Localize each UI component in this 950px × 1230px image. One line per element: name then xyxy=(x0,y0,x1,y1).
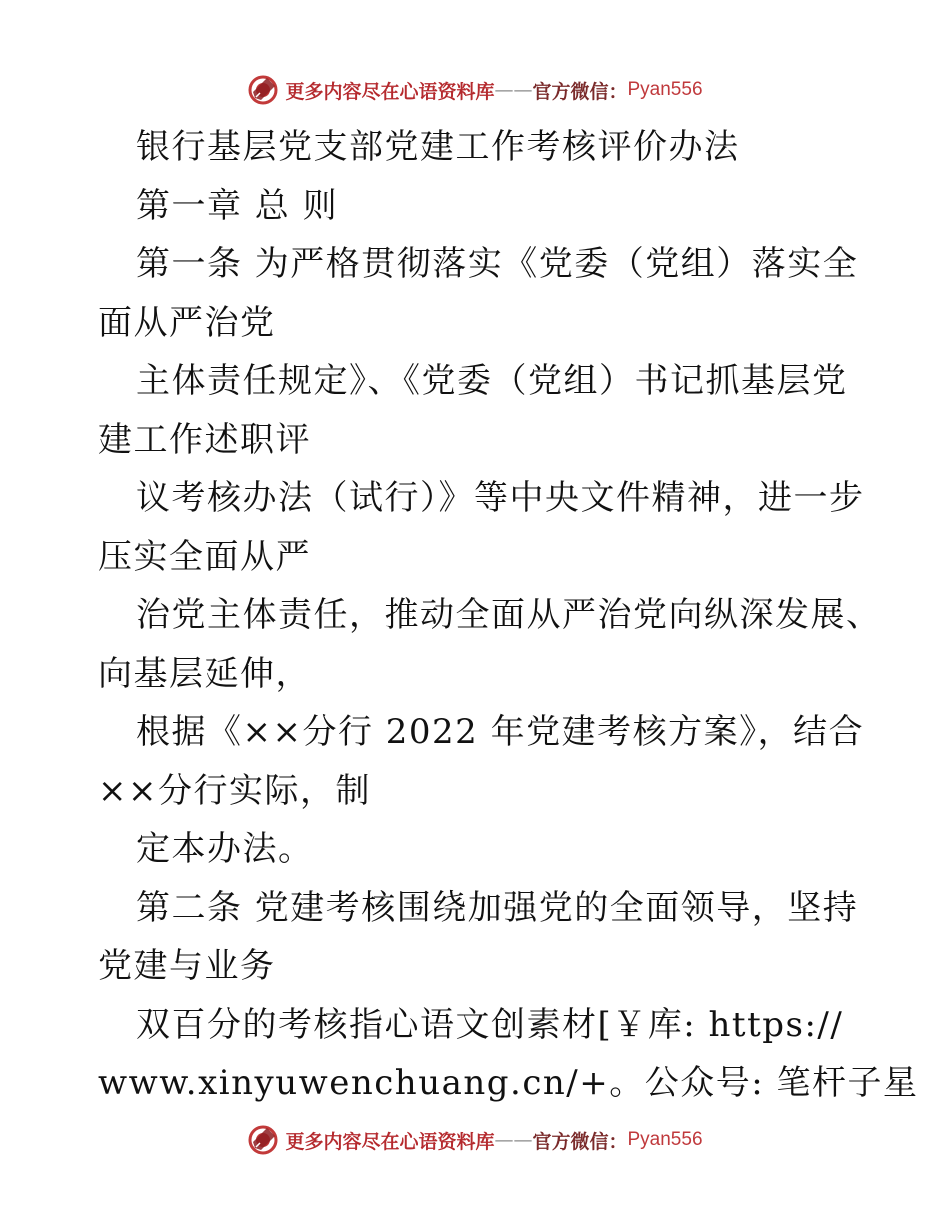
text-line: 治党主体责任，推动全面从严治党向纵深发展、 xyxy=(136,595,882,635)
pen-logo-icon xyxy=(247,1124,279,1156)
text-line: 主体责任规定》、《党委（党组）书记抓基层党 xyxy=(136,361,848,401)
text-line: 定本办法。 xyxy=(136,829,314,869)
text-line: 压实全面从严 xyxy=(98,536,311,577)
banner-slogan: 更多内容尽在心语资料库 xyxy=(285,80,495,103)
text-line: 根据《××分行 2022 年党建考核方案》，结合 xyxy=(136,712,865,752)
text-line: 第一章 总 则 xyxy=(136,185,339,226)
text-line: 双百分的考核指心语文创素材[￥库: https:// xyxy=(136,1004,844,1045)
banner-slogan: 更多内容尽在心语资料库 xyxy=(285,1130,495,1153)
banner-separator: —— xyxy=(494,1129,533,1151)
text-line: 建工作述职评 xyxy=(98,419,311,460)
footer-watermark-banner xyxy=(0,1120,950,1160)
banner-wechat-id: Pyan556 xyxy=(627,1129,703,1150)
text-line: 第二条 党建考核围绕加强党的全面领导，坚持 xyxy=(136,887,859,928)
header-watermark-banner xyxy=(0,70,950,110)
banner-separator: —— xyxy=(494,79,533,101)
document-body xyxy=(98,118,919,1113)
text-line: 向基层延伸， xyxy=(98,653,311,694)
text-line: 议考核办法（试行）》等中央文件精神，进一步 xyxy=(136,478,865,518)
text-line: ××分行实际，制 xyxy=(98,770,371,811)
text-line: 第一条 为严格贯彻落实《党委（党组）落实全 xyxy=(136,244,859,284)
text-line: 银行基层党支部党建工作考核评价办法 xyxy=(136,127,740,167)
text-line: www.xinyuwenchuang.cn/+。公众号: 笔杆子星 xyxy=(98,1063,919,1103)
text-line: 面从严治党 xyxy=(98,302,276,343)
banner-wechat-id: Pyan556 xyxy=(627,79,703,100)
banner-wechat-label: 官方微信： xyxy=(532,80,628,103)
banner-wechat-label: 官方微信： xyxy=(532,1130,628,1153)
text-line: 党建与业务 xyxy=(98,946,276,986)
pen-logo-icon xyxy=(247,74,279,106)
